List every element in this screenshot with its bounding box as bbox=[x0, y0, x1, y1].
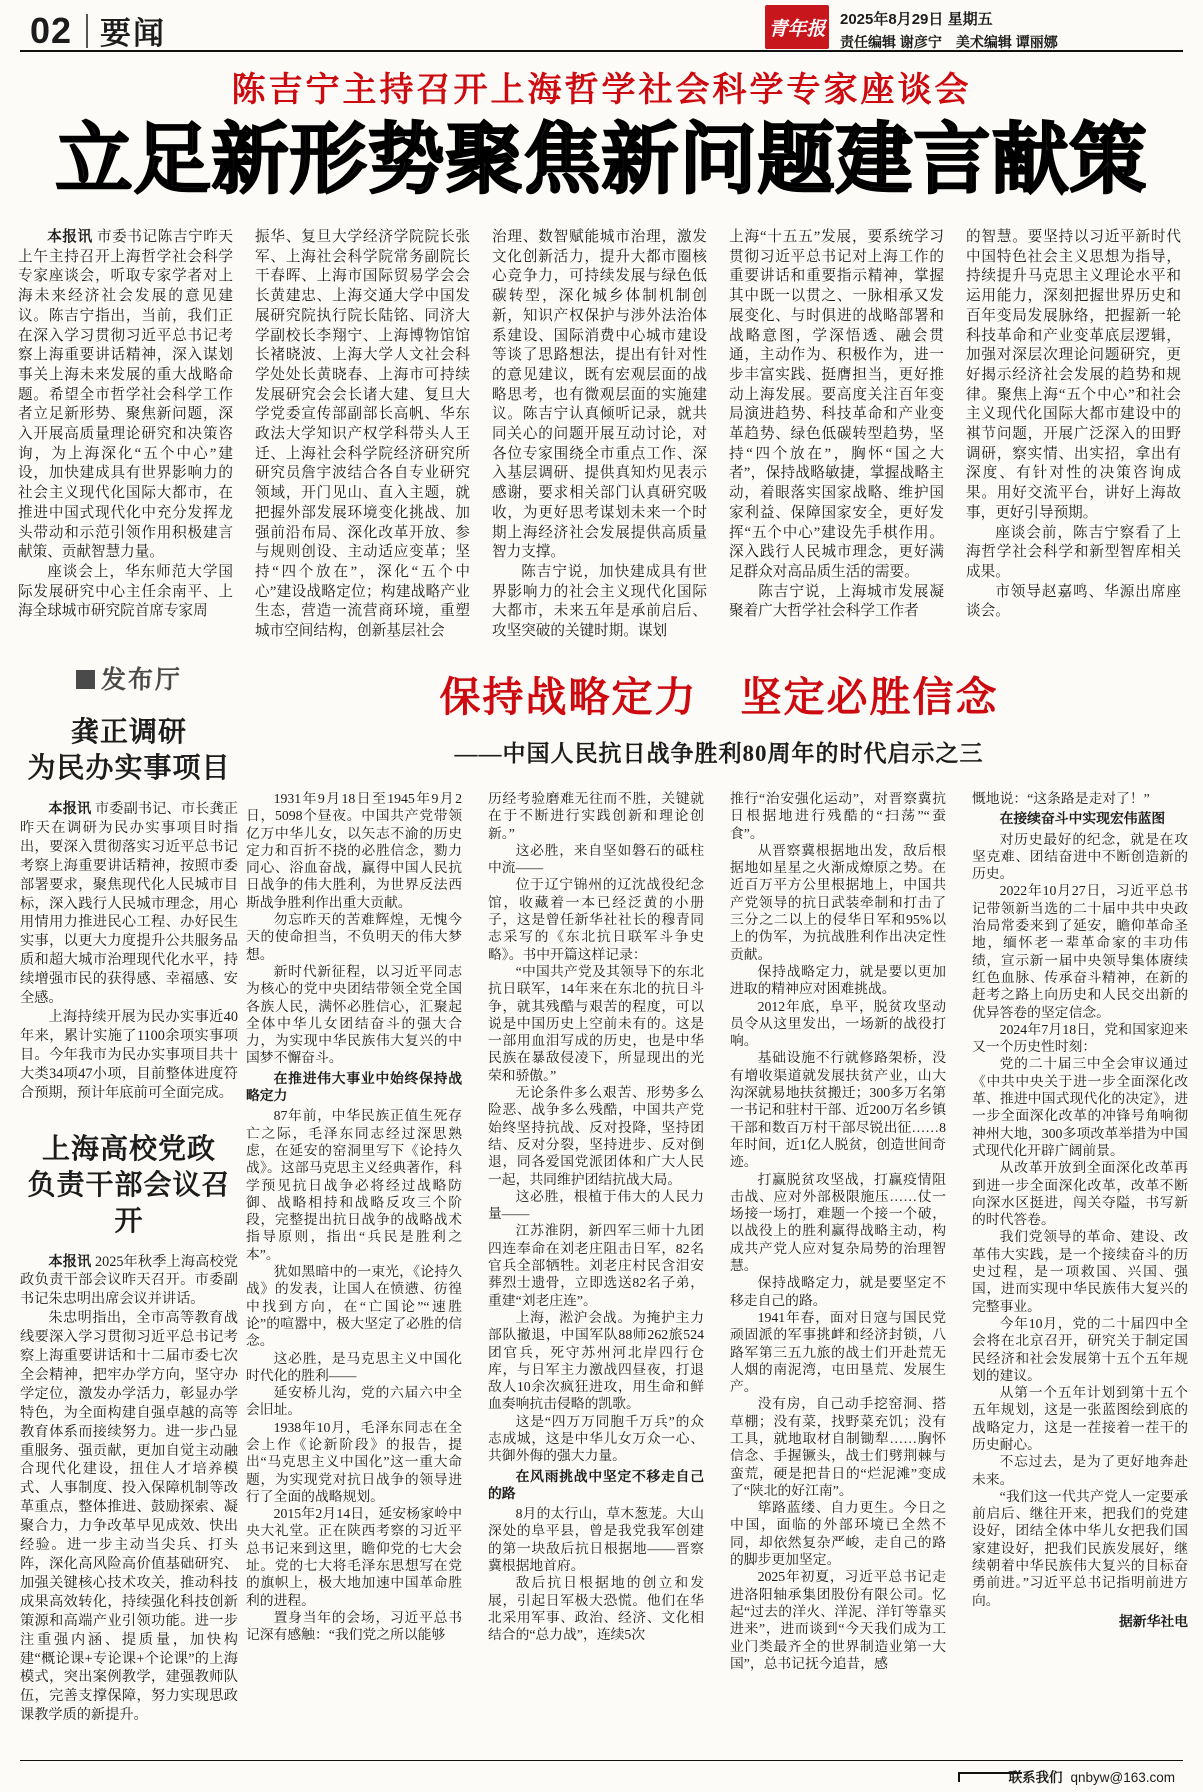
paragraph: 2022年10月27日，习近平总书记带领新当选的二十届中共中央政治局常委来到了延安，瞻仰革命圣地，缅怀老一辈革命家的丰功伟绩，宣示新一届中央领导集体赓续红色血脉、传承奋斗精神，在新的赶考之路上向历史和人民交出新的优异答卷的坚定信念。 bbox=[972, 883, 1188, 1020]
column-subhead: 在接续奋斗中实现宏伟蓝图 bbox=[999, 811, 1166, 827]
text-column bbox=[729, 228, 944, 668]
paragraph: 延安桥儿沟，党的六届六中全会旧址。 bbox=[246, 1385, 462, 1418]
paragraph: 犹如黑暗中的一束光，《论持久战》的发表，让国人在愤懑、彷徨中找到方向，在“亡国论”“速胜论”的喧嚣中，极大坚定了必胜的信念。 bbox=[246, 1264, 462, 1349]
paragraph: 打赢脱贫攻坚战，打赢疫情阻击战、应对外部极限施压……仗一场接一场打，难题一个接一个破，以战役上的胜利赢得战略主动，构成共产党人应对复杂局势的治理智慧。 bbox=[730, 1171, 946, 1274]
headline-line: 为民办实事项目 bbox=[27, 752, 231, 783]
paragraph: 无论条件多么艰苦、形势多么险恶、战争多么残酷，中国共产党始终坚持抗战、反对投降，坚持团结、反对分裂，坚持进步、反对倒退，同各爱国党派团体和广大人民一起，共同维护团结抗战大局。 bbox=[488, 1085, 704, 1187]
feature-columns bbox=[246, 790, 1192, 1672]
paragraph: 上海，淞沪会战。为掩护主力部队撤退，中国军队88师262旅524团官兵，死守苏州河北岸四行仓库，与日军主力激战四昼夜，打退敌人10余次疯狂进攻，用生命和鲜血奏响抗击侵略的凯歌。 bbox=[488, 1309, 704, 1412]
headline-line: 上海高校党政 bbox=[41, 1132, 216, 1164]
paragraph: 这必胜，根植于伟大的人民力量—— bbox=[488, 1188, 704, 1222]
masthead-logo: 青年报 bbox=[765, 5, 829, 49]
paragraph: 8月的太行山，草木葱茏。大山深处的阜平县，曾是我党我军创建的第一块敌后抗日根据地——晋察冀根据地首府。 bbox=[488, 1506, 704, 1574]
masthead-editors: 责任编辑 谢彦宁 美术编辑 谭丽娜 bbox=[840, 34, 1058, 50]
text-column bbox=[246, 790, 462, 1672]
paragraph-lead: 本报讯 bbox=[48, 1253, 92, 1270]
paragraph: 2025年初夏，习近平总书记走进洛阳轴承集团股份有限公司。忆起“过去的洋火、洋泥、洋钉等靠买进来”，进而谈到“今天我们成为工业门类最齐全的世界制造业第一大国”，总书记抚今追昔，感 bbox=[730, 1569, 946, 1671]
masthead-date: 2025年8月29日 星期五 bbox=[840, 11, 993, 28]
paragraph: 党的二十届三中全会审议通过《中共中央关于进一步全面深化改革、推进中国式现代化的决定》，进一步全面深化改革的冲锋号角响彻神州大地，300多项改革举措为中国式现代化开辟广阔前景。 bbox=[972, 1056, 1188, 1158]
footer-contact bbox=[1008, 1766, 1175, 1786]
text-column bbox=[492, 228, 707, 668]
square-bullet-icon bbox=[76, 670, 95, 689]
text-column bbox=[255, 228, 470, 668]
paragraph-lead: 本报讯 bbox=[48, 801, 92, 817]
paragraph: 历经考验磨难无往而不胜，关键就在于不断进行实践创新和理论创新。” bbox=[488, 791, 704, 841]
paragraph: 上海持续开展为民办实事近40年来，累计实施了1100余项实事项目。今年我市为民办实事项目共十大类34项47小项，目前整体进度符合预期，预计年底前可全面完成。 bbox=[20, 1008, 238, 1101]
text-column bbox=[966, 228, 1181, 668]
column-subhead: 在风雨挑战中坚定不移走自己的路 bbox=[488, 1468, 704, 1501]
briefing-label-text: 发布厅 bbox=[100, 666, 182, 694]
paragraph: 没有房，自己动手挖窑洞、搭草棚；没有菜，找野菜充饥；没有工具，就地取材自制锄犁……胸怀信念、手握镢头，战士们劈荆棘与蛮荒，硬是把昔日的“烂泥滩”变成了“陕北的好江南”。 bbox=[730, 1396, 946, 1498]
paragraph: 位于辽宁锦州的辽沈战役纪念馆，收藏着一本已经泛黄的小册子，这是曾任新华社社长的穆青同志采写的《东北抗日联军斗争史略》。书中开篇这样记录： bbox=[488, 877, 704, 962]
paragraph: 保持战略定力，就是要以更加进取的精神应对困难挑战。 bbox=[730, 963, 946, 997]
text-column bbox=[18, 228, 233, 668]
paragraph: 陈吉宁说，上海城市发展凝聚着广大哲学社会科学工作者 bbox=[729, 583, 944, 620]
paragraph: 这必胜，来自坚如磐石的砥柱中流—— bbox=[488, 842, 704, 876]
paragraph: 慨地说：“这条路是走对了！” bbox=[972, 791, 1150, 806]
paragraph: 从改革开放到全面深化改革再到进一步全面深化改革，改革不断向深水区挺进，闯关夺隘，书写新的时代答卷。 bbox=[972, 1160, 1188, 1228]
paragraph: 保持战略定力，就是要坚定不移走自己的路。 bbox=[730, 1275, 946, 1308]
section-title: 要闻 bbox=[100, 16, 167, 51]
paragraph: 我们党领导的革命、建设、改革伟大实践，是一个接续奋斗的历史过程，是一项救国、兴国、强国，进而实现中华民族伟大复兴的完整事业。 bbox=[972, 1229, 1188, 1314]
feature-headline: 保持战略定力 坚定必胜信念 bbox=[439, 674, 999, 720]
paragraph: 朱忠明指出，全市高等教育战线要深入学习贯彻习近平总书记考察上海重要讲话和十二届市委七次全会精神，把牢办学方向，坚守办学定位，激发办学活力，彰显办学特色，为全面构建自强卓越的高等教育体系而接续努力。进一步凸显重服务、强贡献，更加自觉主动融合现代化建设，扭住人才培养模式、人事制度、投入保障机制等改革重点，整体推进、鼓励探索、凝聚合力，力争改革早见成效、快出经验。进一步主动当尖兵、打头阵，深化高风险高价值基础研究、加强关键核心技术攻关，推动科技成果高效转化，持续强化科技创新策源和高端产业引领功能。进一步注重强内涵、提质量，加快构建“概论课+专论课+个论课”的上海模式，突出案例教学，建强教师队伍，完善支撑保障，努力实现思政课教学质的新提升。 bbox=[20, 1310, 238, 1724]
paragraph: 的智慧。要坚持以习近平新时代中国特色社会主义思想为指导，持续提升马克思主义理论水平和运用能力，深刻把握世界历史和百年变局发展脉络，把握新一轮科技革命和产业变革底层逻辑，加强对深层次理论问题研究，更好揭示经济社会发展的趋势和规律。聚焦上海“五个中心”和社会主义现代化国际大都市建设中的褀节问题，开展广泛深入的田野调研，察实情、出实招，拿出有深度、有针对性的决策咨询成果。用好交流平台，讲好上海故事，更好引导预期。 bbox=[966, 229, 1181, 521]
paragraph: 座谈会前，陈吉宁察看了上海哲学社会科学和新型智库相关成果。 bbox=[966, 524, 1181, 580]
paragraph: 基础设施不行就修路架桥，没有增收渠道就发展扶贫产业，山大沟深就易地扶贫搬迁；300多万名第一书记和驻村干部、近200万名乡镇干部和数百万村干部尽锐出征……8年时间，近1亿人脱贫，创造世间奇迹。 bbox=[730, 1050, 946, 1170]
page-number: 02 bbox=[30, 9, 73, 51]
paragraph-lead: 本报讯 bbox=[47, 229, 93, 245]
paragraph: 本报讯 2025年秋季上海高校党政负责干部会议昨天召开。市委副书记朱忠明出席会议并讲话。 bbox=[20, 1253, 238, 1308]
paragraph: 上海“十五五”发展，要系统学习贯彻习近平总书记对上海工作的重要讲话和重要指示精神，掌握其中既一以贯之、一脉相承又发展变化、与时俱进的战略部署和战略意图，学深悟透、融会贯通，主动作为、积极作为，进一步丰富实践、挺膺担当，更好推动上海发展。要高度关注百年变局演进趋势、科技革命和产业变革趋势、绿色低碳转型趋势，坚持“四个放在”，胸怀“国之大者”，保持战略敏捷，掌握战略主动，着眼落实国家战略、维护国家利益、保障国家安全，更好发挥“五个中心”建设先手棋作用。深入践行人民城市理念，更好满足群众对高品质生活的需要。 bbox=[729, 229, 944, 580]
paragraph: 陈吉宁说，加快建成具有世界影响力的社会主义现代化国际大都市，未来五年是承前启后、攻坚突破的关键时期。谋划 bbox=[492, 563, 707, 640]
paragraph: 87年前，中华民族正值生死存亡之际，毛泽东同志经过深思熟虑，在延安的窑洞里写下《论持久战》。这部马克思主义经典著作，科学预见抗日战争必将经过战略防御、战略相持和战略反攻三个阶段，完整提出抗日战争的战略战术指导原则，指出“兵民是胜利之本”。 bbox=[246, 1108, 462, 1262]
paragraph: 敌后抗日根据地的创立和发展，引起日军极大恐慌。他们在华北采用军事、政治、经济、文化相结合的“总力战”，连续5次 bbox=[488, 1575, 704, 1643]
paragraph: 从晋察冀根据地出发，敌后根据地如星星之火渐成燎原之势。在近百万平方公里根据地上，中国共产党领导的抗日武装牵制和打击了三分之二以上的侵华日军和95%以上的伪军，为抗战胜利作出决定性贡献。 bbox=[730, 842, 946, 962]
paragraph: 勿忘昨天的苦难辉煌，无愧今天的使命担当，不负明天的伟大梦想。 bbox=[246, 912, 462, 962]
footer-rule bbox=[20, 1760, 1183, 1761]
feature-subtitle: ——中国人民抗日战争胜利80周年的时代启示之三 bbox=[454, 741, 984, 766]
paragraph: 市领导赵嘉鸣、华源出席座谈会。 bbox=[966, 583, 1181, 620]
briefing-body-2 bbox=[20, 1253, 238, 1726]
text-column bbox=[972, 790, 1188, 1672]
text-column bbox=[488, 790, 704, 1672]
paragraph: 座谈会上，华东师范大学国际发展研究中心主任余南平、上海全球城市研究院首席专家周 bbox=[18, 563, 233, 620]
paragraph: 本报讯 市委副书记、市长龚正昨天在调研为民办实事项目时指出，要深入贯彻落实习近平总书记考察上海重要讲话精神，按照市委部署要求，聚焦现代化人民城市目标，深入践行人民城市理念，用心用情用力推进民心工程、办好民生实事，以更大力度提升公共服务品质和超大城市治理现代化水平，持续增强市民的获得感、幸福感、安全感。 bbox=[20, 801, 238, 1007]
contact-email: qnbyw@163.com bbox=[1070, 1770, 1175, 1785]
paragraph: 1931年9月18日至1945年9月2日，5098个昼夜。中国共产党带领亿万中华儿女，以矢志不渝的历史定力和百折不挠的必胜信念，勠力同心、浴血奋战，赢得中国人民抗日战争的伟大胜利，为世界反法西斯战争胜利作出重大贡献。 bbox=[246, 791, 462, 910]
paragraph: 推行“治安强化运动”，对晋察冀抗日根据地进行残酷的“扫荡”“蚕食”。 bbox=[730, 791, 946, 841]
masthead-dateline bbox=[840, 8, 1058, 52]
lead-headline: 立足新形势聚焦新问题建言献策 bbox=[55, 117, 1148, 203]
lead-kicker: 陈吉宁主持召开上海哲学社会科学专家座谈会 bbox=[231, 71, 972, 109]
headline-line: 负责干部会议召开 bbox=[27, 1168, 231, 1236]
briefing-section-label bbox=[20, 660, 238, 696]
briefing-body-1 bbox=[20, 800, 238, 1103]
paragraph: “中国共产党及其领导下的东北抗日联军，14年来在东北的抗日斗争，就其残酷与艰苦的程度，可以说是中国历史上空前未有的。这是一部用血泪写成的历史，也是中华民族在暴敌侵凌下，所显现出的光荣和骄傲。” bbox=[488, 963, 704, 1083]
paragraph: 2024年7月18日，党和国家迎来又一个历史性时刻： bbox=[972, 1021, 1188, 1055]
paragraph: 这是“四万万同胞千万兵”的众志成城，这是中华儿女万众一心、共御外侮的强大力量。 bbox=[488, 1413, 704, 1464]
column-subhead: 在推进伟大事业中始终保持战略定力 bbox=[246, 1070, 462, 1104]
paragraph: 这必胜，是马克思主义中国化时代化的胜利—— bbox=[246, 1350, 462, 1383]
article-byline: 据新华社电 bbox=[1119, 1613, 1188, 1629]
paragraph: 不忘过去，是为了更好地奔赴未来。 bbox=[972, 1454, 1188, 1487]
paragraph: 2012年底，阜平，脱贫攻坚动员令从这里发出，一场新的战役打响。 bbox=[730, 998, 946, 1049]
paragraph: 振华、复旦大学经济学院院长张军、上海社会科学院常务副院长干春晖、上海市国际贸易学会会长黄建忠、上海交通大学中国发展研究院执行院长陆铭、同济大学副校长李翔宁、上海博物馆馆长褚晓波、上海大学人文社会科学处处长黄晓春、上海市可持续发展研究会会长诸大建、复旦大学党委宣传部副部长高帆、华东政法大学知识产权学科带头人王迁、上海社会科学院经济研究所研究员詹宇波结合各自专业研究领域，开门见山、直入主题，就把握外部发展环境变化挑战、加强前沿布局、深化改革开放、参与规则创设、主动适应变革；坚持“四个放在”，深化“五个中心”建设战略定位；构建战略产业生态，营造一流营商环境，重塑城市空间结构，创新基层社会 bbox=[255, 229, 470, 640]
briefing-headline-1 bbox=[20, 714, 238, 786]
header-divider bbox=[86, 14, 88, 48]
paragraph: 新时代新征程，以习近平同志为核心的党中央团结带领全党全国各族人民，满怀必胜信心，汇聚起全体中华儿女团结奋斗的强大合力，为实现中华民族伟大复兴的中国梦不懈奋斗。 bbox=[246, 963, 462, 1066]
paragraph: 置身当年的会场，习近平总书记深有感触：“我们党之所以能够 bbox=[246, 1609, 462, 1643]
briefing-sidebar bbox=[20, 660, 238, 1758]
paragraph: 治理、数智赋能城市治理，激发文化创新活力，提升大都市圈核心竞争力，可持续发展与绿色低碳转型，深化城乡体制机制创新，知识产权保护与涉外法治体系建设、国际消费中心城市建设等谈了思路想法，提出有针对性的意见建议，既有宏观层面的战略思考，也有微观层面的实施建议。陈吉宁认真倾听记录，就共同关心的问题开展互动讨论，对各位专家围绕全市重点工作、深入基层调研、提供真知灼见表示感谢，要求相关部门认真研究吸收，为更好思考谋划未来一个时期上海经济社会发展提供高质量智力支撑。 bbox=[492, 229, 707, 561]
paragraph: 筚路蓝缕、自力更生。今日之中国，面临的外部环境已全然不同，却依然复杂严峻，走自己的路的脚步更加坚定。 bbox=[730, 1500, 946, 1568]
text-column bbox=[730, 790, 946, 1672]
paragraph: 2015年2月14日，延安杨家岭中央大礼堂。正在陕西考察的习近平总书记来到这里，瞻仰党的七大会址。党的七大将毛泽东思想写在党的旗帜上，极大地加速中国革命胜利的进程。 bbox=[246, 1506, 462, 1608]
paragraph: 江苏淮阴，新四军三师十九团四连奉命在刘老庄阻击日军，82名官兵全部牺牲。刘老庄村民含泪安葬烈士遗骨，立即选送82名子弟，重建“刘老庄连”。 bbox=[488, 1223, 704, 1308]
paragraph: 从第一个五年计划到第十五个五年规划，这是一张蓝图绘到底的战略定力，这是一茬接着一茬干的历史耐心。 bbox=[972, 1385, 1188, 1452]
header-rule bbox=[20, 50, 1183, 52]
paragraph: “我们这一代共产党人一定要承前启后、继往开来，把我们的党建设好，团结全体中华儿女把我们国家建设好，把我们民族发展好，继续朝着中华民族伟大复兴的目标奋勇前进。”习近平总书记指明前进方向。 bbox=[972, 1488, 1188, 1608]
paragraph: 今年10月，党的二十届四中全会将在北京召开，研究关于制定国民经济和社会发展第十五个五年规划的建议。 bbox=[972, 1315, 1188, 1383]
page-header bbox=[30, 8, 166, 53]
paragraph: 1941年春，面对日寇与国民党顽固派的军事挑衅和经济封锁，八路军第三五九旅的战士们开赴荒无人烟的南泥湾，屯田垦荒、发展生产。 bbox=[730, 1309, 946, 1395]
paragraph: 1938年10月，毛泽东同志在全会上作《论新阶段》的报告，提出“马克思主义中国化”这一重大命题，为实现党对抗日战争的领导进行了全面的战略规划。 bbox=[246, 1419, 462, 1504]
lead-story-columns bbox=[18, 228, 1188, 668]
contact-label: 联系我们 bbox=[1008, 1770, 1063, 1785]
briefing-headline-2 bbox=[20, 1131, 238, 1239]
feature-article bbox=[246, 664, 1192, 1764]
paragraph: 本报讯 市委书记陈吉宁昨天上午主持召开上海哲学社会科学专家座谈会，听取专家学者对上海未来经济社会发展的意见建议。陈吉宁指出，当前，我们正在深入学习贯彻习近平总书记考察上海重要讲话精神，深入谋划事关上海未来发展的重大战略命题。希望全市哲学社会科学工作者立足新形势、聚焦新问题，深入开展高质量理论研究和决策咨询，为上海深化“五个中心”建设，加快建成具有世界影响力的社会主义现代化国际大都市，在推进中国式现代化中充分发挥龙头带动和示范引领作用积极建言献策、贡献智慧力量。 bbox=[18, 229, 233, 561]
paragraph: 对历史最好的纪念，就是在攻坚克难、团结奋进中不断创造新的历史。 bbox=[972, 831, 1188, 882]
headline-line: 龚正调研 bbox=[70, 716, 187, 747]
